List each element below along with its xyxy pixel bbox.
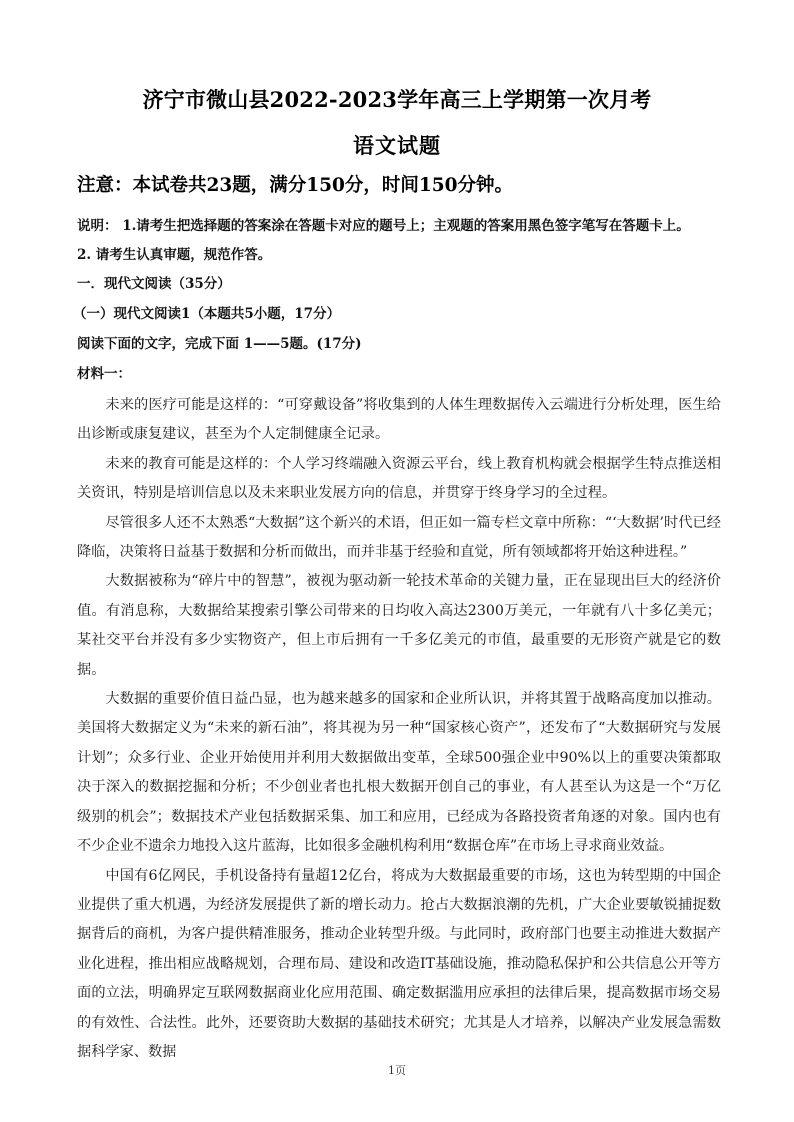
exam-subtitle: 语文试题	[353, 133, 441, 158]
paragraph: 大数据的重要价值日益凸显，也为越来越多的国家和企业所认识，并将其置于战略高度加以推动。美国将大数据定义为“未来的新石油”，将其视为另一种“国家核心资产”，还发布了“大数据研究与发展计划”；众多行业、企业开始使用并利用大数据做出变革，全球500强企业中90%以上的重要决策都取决于深入的数据挖掘和分析；不少创业者也扎根大数据开创自己的事业，有人甚至认为这是一个“万亿级别的机会”；数据技术产业包括数据采集、加工和应用，已经成为各路投资者角逐的对象。国内也有不少企业不遗余力地投入这片蓝海，比如很多金融机构利用“数据仓库”在市场上寻求商业效益。	[77, 691, 721, 855]
exam-title: 济宁市微山县2022-2023学年高三上学期第一次月考	[142, 87, 652, 112]
exam-notice: 注意：本试卷共23题，满分150分，时间150分钟。	[77, 175, 513, 196]
reading-prompt: 阅读下面的文字，完成下面 1——5题。(17分)	[77, 336, 362, 352]
paragraph: 中国有6亿网民，手机设备持有量超12亿台，将成为大数据最重要的市场，这也为转型期的中国企业提供了重大机遇，为经济发展提供了新的增长动力。抢占大数据浪潮的先机，广大企业要敏锐捕捉数据背后的商机，为客户提供精准服务，推动企业转型升级。与此同时，政府部门也要主动推进大数据产业化进程，推出相应战略规划，合理布局、建设和改造IT基础设施，推动隐私保护和公共信息公开等方面的立法，明确界定互联网数据商业化应用范围、确定数据滥用应承担的法律后果，提高数据市场交易的有效性、合法性。此外，还要资助大数据的基础技术研究；尤其是人才培养，以解决产业发展急需数据科学家、数据	[77, 867, 721, 1060]
instruction-line-2: 2. 请考生认真审题，规范作答。	[77, 247, 272, 263]
paragraph: 未来的教育可能是这样的：个人学习终端融入资源云平台，线上教育机构就会根据学生特点推送相关资讯，特别是培训信息以及未来职业发展方向的信息，并贯穿于终身学习的全过程。	[77, 455, 721, 502]
instruction-line-1: 说明： 1.请考生把选择题的答案涂在答题卡对应的题号上；主观题的答案用黑色签字笔写在答题卡上。	[77, 218, 690, 234]
paragraph: 尽管很多人还不太熟悉“大数据”这个新兴的术语，但正如一篇专栏文章中所称：“‘大数据’时代已经降临，决策将日益基于数据和分析而做出，而并非基于经验和直觉，所有领域都将开始这种进程。”	[77, 514, 721, 561]
section-heading: 一．现代文阅读（35分）	[77, 276, 231, 292]
material-label: 材料一：	[77, 366, 131, 382]
article-body	[77, 391, 721, 1067]
paragraph: 未来的医疗可能是这样的：“可穿戴设备”将收集到的人体生理数据传入云端进行分析处理，医生给出诊断或康复建议，甚至为个人定制健康全记录。	[77, 397, 721, 443]
page-number: 1页	[388, 1064, 406, 1077]
paragraph: 大数据被称为“碎片中的智慧”，被视为驱动新一轮技术革命的关键力量，正在显现出巨大的经济价值。有消息称，大数据给某搜索引擎公司带来的日均收入高达2300万美元，一年就有八十多亿美元；某社交平台并没有多少实物资产，但上市后拥有一千多亿美元的市值，最重要的无形资产就是它的数据。	[77, 573, 721, 678]
section-subheading: （一）现代文阅读1（本题共5小题，17分）	[73, 306, 341, 322]
